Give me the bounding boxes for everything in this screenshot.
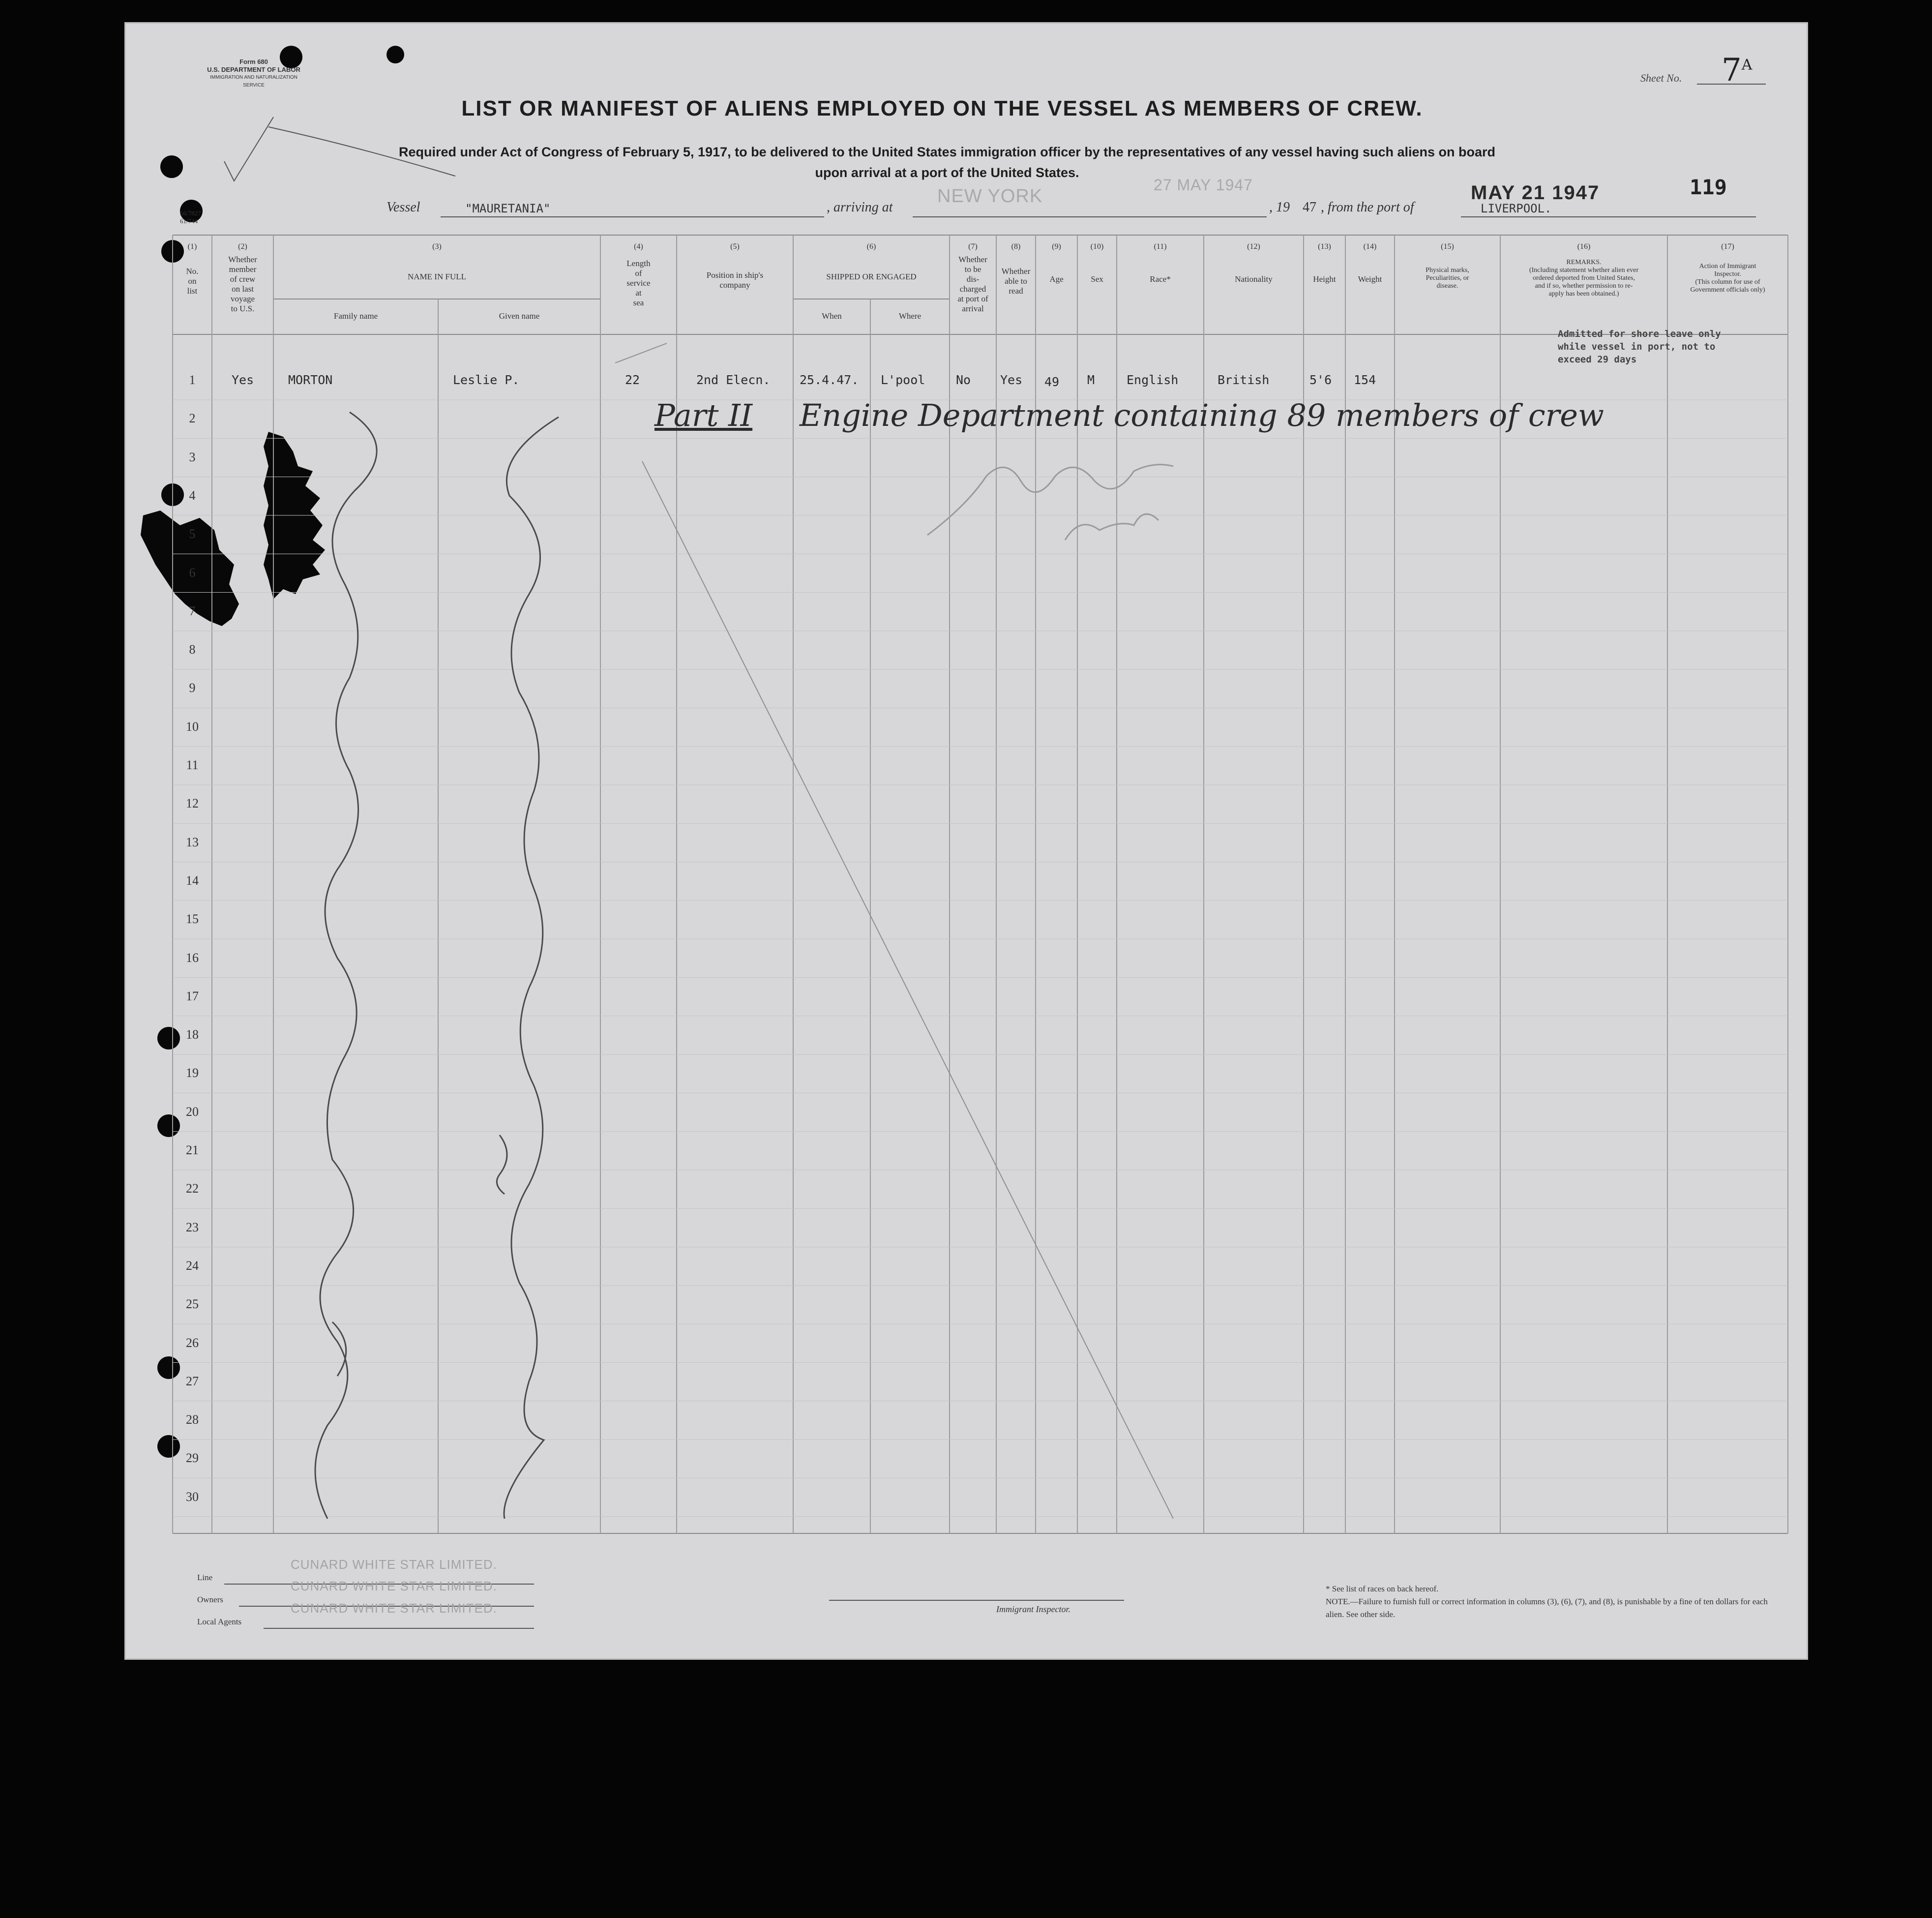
column-number: (17): [1721, 242, 1734, 251]
column-number: (16): [1577, 242, 1591, 251]
subheader-when: When: [822, 311, 842, 321]
cell-when: 25.4.47.: [800, 373, 859, 387]
cell-able-to-read: Yes: [1000, 373, 1023, 387]
sheet-label: Sheet No.: [1640, 72, 1682, 84]
line-stamp: CUNARD WHITE STAR LIMITED.: [291, 1557, 497, 1572]
column-number: (2): [238, 242, 247, 251]
row-number: 2: [189, 411, 196, 426]
cell-given-name: Leslie P.: [453, 373, 520, 387]
inspector-signature: [908, 447, 1183, 545]
arriving-label: , arriving at: [827, 200, 893, 215]
agents-stamp: CUNARD WHITE STAR LIMITED.: [291, 1601, 497, 1616]
row-number: 20: [186, 1104, 199, 1119]
department-name: U.S. DEPARTMENT OF LABOR: [207, 66, 300, 73]
cell-where: L'pool: [881, 373, 925, 387]
row-number: 26: [186, 1335, 199, 1350]
form-number: Form 680: [239, 58, 268, 65]
row-number: 10: [186, 719, 199, 734]
row-number: 23: [186, 1220, 199, 1234]
column-header: Physical marks, Peculiarities, or disease.: [1426, 267, 1469, 290]
column-header: NAME IN FULL: [408, 272, 466, 281]
row-number: 9: [189, 681, 196, 695]
column-header: Weight: [1358, 274, 1382, 284]
column-number: (7): [968, 242, 978, 251]
row-number: 25: [186, 1297, 199, 1312]
from-port: LIVERPOOL.: [1481, 202, 1552, 215]
row-number: 12: [186, 796, 199, 811]
line-label: Line: [197, 1573, 213, 1582]
inspector-label: Immigrant Inspector.: [996, 1604, 1070, 1614]
cell-position: 2nd Elecn.: [696, 373, 771, 387]
local-agents-label: Local Agents: [197, 1617, 242, 1626]
subheader-family-name: Family name: [333, 311, 378, 321]
row-number: 4: [189, 488, 196, 503]
cell-sex: M: [1087, 373, 1095, 387]
row-number: 28: [186, 1412, 199, 1427]
service-name: IMMIGRATION AND NATURALIZATION SERVICE: [210, 75, 297, 88]
cell-height: 5'6: [1309, 373, 1332, 387]
page-subtitle: Required under Act of Congress of February 5, 1917, to be delivered to the United States immigration officer by the representatives of any vessel having such aliens on board upon arrival at a port of the United States.: [398, 145, 1496, 180]
column-number: (13): [1318, 242, 1331, 251]
column-number: (3): [432, 242, 442, 251]
owners-label: Owners: [197, 1595, 223, 1604]
row-number: 21: [186, 1143, 199, 1157]
row-number: 3: [189, 450, 196, 464]
footer-note: * See list of races on back hereof. NOTE.—Failure to furnish full or correct information in columns (3), (6), (7), and (8), is punishable by a fine of ten dollars for each alien. See other side.: [1326, 1584, 1768, 1619]
file-numbers: 56/7827 61/744: [180, 210, 201, 225]
column-header: Age: [1049, 274, 1064, 284]
cell-crew-last-voyage: Yes: [232, 373, 254, 387]
subheader-given-name: Given name: [499, 311, 540, 321]
row-number: 16: [186, 950, 199, 965]
column-header: SHIPPED OR ENGAGED: [826, 272, 917, 281]
column-header: REMARKS. (Including statement whether alien ever ordered deported from United States, and if so, whether permission to re- apply has been obtained.): [1529, 259, 1639, 298]
column-header: Length of service at sea: [626, 259, 651, 307]
vessel-label: Vessel: [386, 200, 420, 215]
column-number: (1): [187, 242, 197, 251]
cell-nationality: British: [1218, 373, 1270, 387]
row-number: 11: [186, 758, 199, 772]
column-number: (5): [730, 242, 740, 251]
arriving-port-stamp: NEW YORK: [937, 186, 1043, 207]
row-number: 18: [186, 1027, 199, 1042]
cell-race: English: [1127, 373, 1179, 387]
row-number: 19: [186, 1066, 199, 1080]
row-number: 17: [186, 989, 199, 1003]
row-number: 15: [186, 912, 199, 927]
column-number: (15): [1441, 242, 1454, 251]
year-label: , 19: [1269, 200, 1290, 215]
column-header: Sex: [1091, 274, 1103, 284]
column-header: Action of Immigrant Inspector. (This column for use of Government officials only): [1690, 263, 1765, 294]
row-number: 22: [186, 1181, 199, 1196]
column-number: (4): [634, 242, 643, 251]
cell-weight: 154: [1354, 373, 1376, 387]
page-stamp: 119: [1690, 175, 1727, 199]
from-port-label: , from the port of: [1321, 200, 1414, 215]
vessel-name: "MAURETANIA": [465, 202, 551, 215]
cell-family-name: MORTON: [288, 373, 333, 387]
column-number: (12): [1247, 242, 1260, 251]
remarks-stamp: Admitted for shore leave only while vessel in port, not to exceed 29 days: [1558, 329, 1721, 365]
manifest-page: [124, 22, 1808, 1660]
row-number: 7: [189, 603, 196, 618]
column-number: (11): [1154, 242, 1167, 251]
column-number: (10): [1090, 242, 1104, 251]
column-number: (6): [866, 242, 876, 251]
cell-length-of-service: 22: [625, 373, 640, 387]
column-number: (14): [1363, 242, 1377, 251]
page-title: LIST OR MANIFEST OF ALIENS EMPLOYED ON THE VESSEL AS MEMBERS OF CREW.: [461, 96, 1423, 120]
handwritten-note: Engine Department containing 89 members of crew: [800, 397, 1604, 433]
arrival-date-stamp: 27 MAY 1947: [1154, 176, 1253, 194]
subheader-where: Where: [898, 311, 921, 321]
received-date-stamp: MAY 21 1947: [1471, 182, 1600, 204]
column-header: Position in ship's company: [706, 270, 764, 290]
handwritten-part: Part II: [654, 397, 753, 433]
row-number: 14: [186, 873, 199, 888]
cell-age: 49: [1044, 375, 1060, 389]
column-header: Nationality: [1235, 274, 1273, 284]
column-header: Whether member of crew on last voyage to U.S.: [228, 255, 257, 313]
row-number: 1: [189, 373, 196, 387]
column-number: (8): [1011, 242, 1021, 251]
year-value: 47: [1303, 200, 1316, 215]
cell-discharged: No: [956, 373, 971, 387]
column-header: No. on list: [186, 267, 199, 296]
row-number: 29: [186, 1451, 199, 1466]
row-number: 8: [189, 642, 196, 657]
owners-stamp: CUNARD WHITE STAR LIMITED.: [291, 1579, 497, 1593]
row-number: 6: [189, 565, 196, 580]
column-header: Height: [1313, 274, 1336, 284]
row-number: 13: [186, 835, 199, 849]
column-number: (9): [1052, 242, 1061, 251]
row-number: 24: [186, 1258, 199, 1273]
row-number: 27: [186, 1374, 199, 1388]
column-header: Whether able to read: [1001, 267, 1031, 296]
row-number: 30: [186, 1489, 199, 1504]
column-header: Whether to be dis- charged at port of arrival: [957, 255, 988, 313]
column-header: Race*: [1150, 274, 1171, 284]
row-number: 5: [189, 527, 196, 541]
sheet-number: $7^A$: [1722, 52, 1753, 89]
